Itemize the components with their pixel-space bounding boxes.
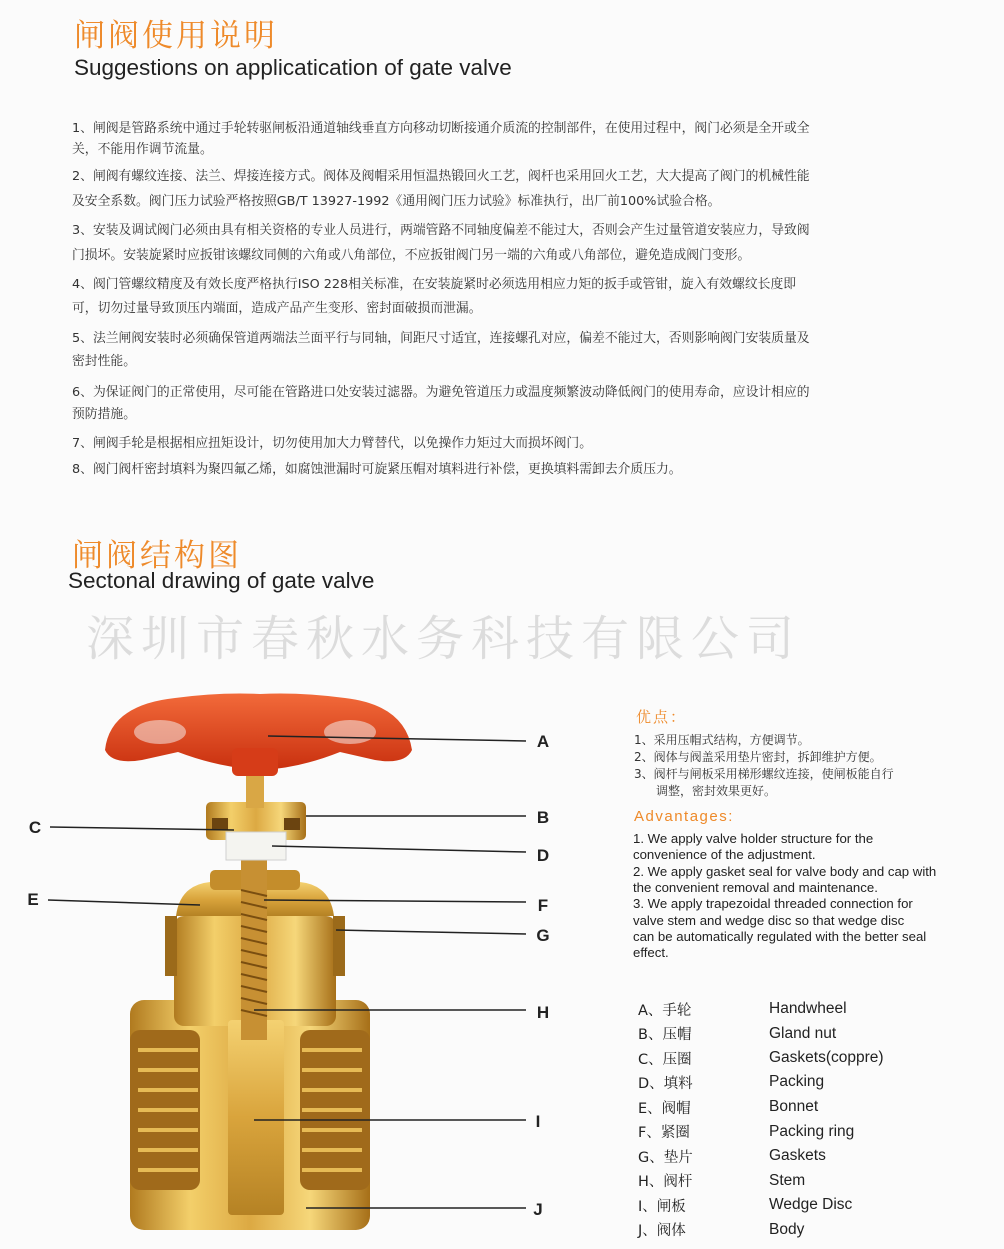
instruction-line: 2、闸阀有螺纹连接、法兰、焊接连接方式。阀体及阀帽采用恒温热锻回火工艺，阀杆也采用回火工艺，大大提高了阀门的机械性能 <box>72 169 810 184</box>
part-cn: A、手轮 <box>638 1003 692 1019</box>
part-cn: D、填料 <box>638 1076 693 1092</box>
instruction-line: 4、阀门管螺纹精度及有效长度严格执行ISO 228相关标准，在安装旋紧时必须选用相应力矩的扳手或管钳，旋入有效螺纹长度即 <box>72 277 797 292</box>
label-d: D <box>536 846 550 865</box>
instruction-line: 3、安装及调试阀门必须由具有相关资格的专业人员进行，两端管路不同轴度偏差不能过大，否则会产生过量管道安装应力，导致阀 <box>72 223 810 238</box>
advantage-en-line: can be automatically regulated with the better seal <box>633 929 927 944</box>
part-en: Wedge Disc <box>769 1196 853 1213</box>
instruction-line: 5、法兰闸阀安装时必须确保管道两端法兰面平行与同轴，间距尺寸适宜，连接螺孔对应，偏差不能过大，否则影响阀门安装质量及 <box>72 331 810 346</box>
part-en: Packing <box>769 1073 825 1090</box>
label-j: J <box>533 1200 543 1219</box>
instruction-line: 6、为保证阀门的正常使用，尽可能在管路进口处安装过滤器。为避免管道压力或温度频繁波动降低阀门的使用寿命，应设计相应的 <box>72 385 810 400</box>
gate-valve-illustration <box>0 690 600 1249</box>
handwheel <box>105 694 412 777</box>
instruction-line: 预防措施。 <box>72 407 136 422</box>
advantage-cn-item: 1、采用压帽式结构，方便调节。 <box>634 733 810 747</box>
advantage-en-line: 2. We apply gasket seal for valve body and cap with <box>633 864 937 879</box>
part-en: Stem <box>769 1172 806 1189</box>
label-a: A <box>536 732 550 751</box>
label-h: H <box>536 1003 550 1022</box>
instruction-line: 8、阀门阀杆密封填料为聚四氟乙烯，如腐蚀泄漏时可旋紧压帽对填料进行补偿，更换填料需卸去介质压力。 <box>72 462 682 477</box>
part-cn: C、压圈 <box>638 1052 692 1068</box>
section1-title-cn: 闸阀使用说明 <box>74 18 278 54</box>
section2-title-cn: 闸阀结构图 <box>72 538 242 574</box>
advantage-cn-item: 调整，密封效果更好。 <box>656 784 777 798</box>
part-en: Handwheel <box>769 1000 847 1017</box>
advantage-en-line: 3. We apply trapezoidal threaded connection for <box>633 896 913 911</box>
label-g: G <box>536 926 550 945</box>
outlet-thread <box>300 1030 370 1190</box>
label-c: C <box>28 818 42 837</box>
label-b: B <box>536 808 550 827</box>
section1-title-en: Suggestions on applicatication of gate valve <box>74 55 512 80</box>
inlet-thread <box>130 1030 200 1190</box>
advantage-en-line: effect. <box>633 945 669 960</box>
section2-title-en: Sectonal drawing of gate valve <box>68 568 375 593</box>
part-cn: F、紧圈 <box>638 1125 690 1141</box>
advantage-en-line: convenience of the adjustment. <box>633 847 816 862</box>
instruction-line: 及安全系数。阀门压力试验严格按照GB/T 13927-1992《通用阀门压力试验》标准执行，出厂前100%试验合格。 <box>72 194 721 209</box>
part-en: Gland nut <box>769 1025 837 1042</box>
part-cn: B、压帽 <box>638 1027 692 1043</box>
instruction-line: 1、闸阀是管路系统中通过手轮转驱闸板沿通道轴线垂直方向移动切断接通介质流的控制部件，在使用过程中，阀门必须是全开或全 <box>72 121 810 136</box>
wedge-disc <box>228 1020 284 1215</box>
part-en: Packing ring <box>769 1123 855 1140</box>
part-en: Body <box>769 1221 805 1238</box>
instruction-line: 可，切勿过量导致顶压内端面，造成产品产生变形、密封面破损而泄漏。 <box>72 301 482 316</box>
advantage-cn-item: 2、阀体与阀盖采用垫片密封，拆卸维护方便。 <box>634 750 882 764</box>
company-watermark: 深圳市春秋水务科技有限公司 <box>86 611 802 667</box>
part-en: Bonnet <box>769 1098 819 1115</box>
label-i: I <box>535 1112 541 1131</box>
instruction-line: 7、闸阀手轮是根据相应扭矩设计，切勿使用加大力臂替代，以免操作力矩过大而损坏阀门。 <box>72 436 593 451</box>
instruction-line: 密封性能。 <box>72 354 136 369</box>
advantage-en-line: valve stem and wedge disc so that wedge disc <box>633 913 905 928</box>
part-cn: G、垫片 <box>638 1150 693 1166</box>
advantages-cn-title: 优点： <box>636 708 688 726</box>
part-cn: I、闸板 <box>638 1199 686 1215</box>
advantage-en-line: 1. We apply valve holder structure for the <box>633 831 874 846</box>
advantages-en-title: Advantages: <box>634 808 734 825</box>
instruction-line: 门损坏。安装旋紧时应扳钳该螺纹同侧的六角或八角部位，不应扳钳阀门另一端的六角或八角部位，避免造成阀门变形。 <box>72 248 751 263</box>
part-cn: E、阀帽 <box>638 1101 691 1117</box>
label-f: F <box>537 896 549 915</box>
part-en: Gaskets(coppre) <box>769 1049 884 1066</box>
part-cn: H、阀杆 <box>638 1174 693 1190</box>
advantage-cn-item: 3、阀杆与闸板采用梯形螺纹连接，使闸板能自行 <box>634 767 894 781</box>
instruction-line: 关，不能用作调节流量。 <box>72 142 213 157</box>
part-en: Gaskets <box>769 1147 826 1164</box>
label-e: E <box>27 890 39 909</box>
part-cn: J、阀体 <box>638 1223 686 1239</box>
advantage-en-line: the convenient removal and maintenance. <box>633 880 878 895</box>
